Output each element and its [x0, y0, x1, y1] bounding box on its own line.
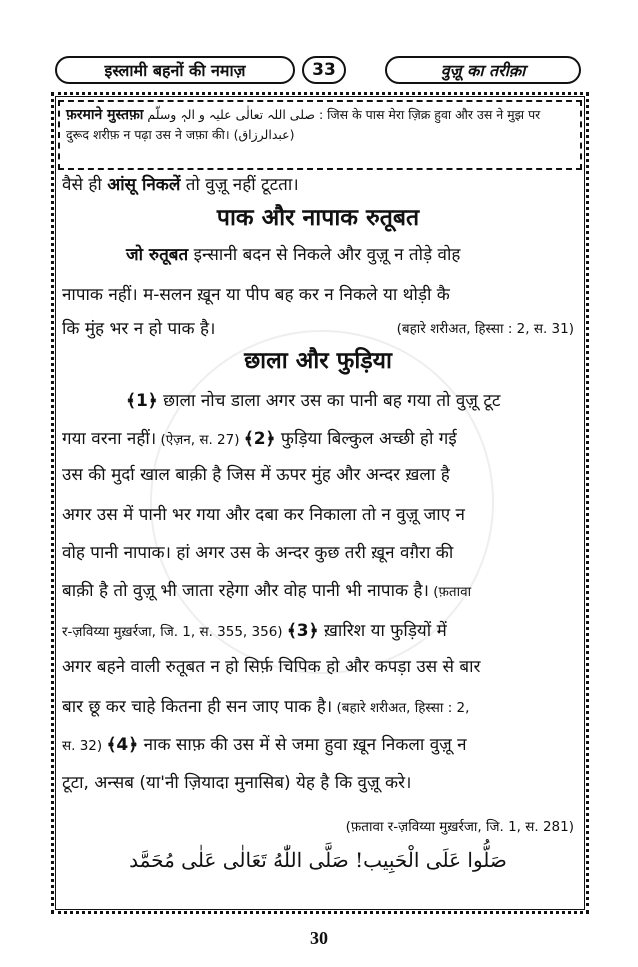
- text-span: कि मुंह भर न हो पाक है।: [62, 319, 216, 339]
- reference: र-ज़विय्या मुख़र्रजा, जि. 1, स. 355, 356): [62, 624, 287, 640]
- text-line: [62, 732, 574, 759]
- text-span: बार छू कर चाहे कितना ही सन जाए पाक है।: [62, 697, 333, 717]
- text-span: बाक़ी है तो वुज़ू भी जाता रहेगा और वोह पानी भी नापाक है।: [62, 581, 429, 601]
- reference-line: (फ़तावा र-ज़विय्या मुख़र्रजा, जि. 1, स. 281): [345, 819, 574, 835]
- text-span: फुड़िया बिल्कुल अच्छी हो गई: [275, 429, 457, 449]
- item-number: ﴾4﴿: [106, 735, 139, 755]
- text-line: वोह पानी नापाक। हां अगर उस के अन्दर कुछ तरी ख़ून वग़ैरा की: [62, 543, 454, 563]
- banner-text-1: : जिस के पास मेरा ज़िक्र हुवा और उस ने मुझ पर: [318, 107, 541, 122]
- text-line: उस की मुर्दा खाल बाक़ी है जिस में ऊपर मुंह और अन्दर ख़ला है: [62, 465, 450, 485]
- text-line: [62, 694, 574, 721]
- reference: (ऐज़न, स. 27): [156, 432, 244, 448]
- page-number-text: 33: [312, 60, 336, 80]
- text-line: [62, 172, 574, 198]
- text-line: [62, 242, 574, 268]
- banner-title: फ़रमाने मुस्तफ़ा: [66, 107, 144, 123]
- banner-source: (عبدالرزاق): [233, 127, 295, 142]
- text-span: तो वुज़ू नहीं टूटता।: [180, 175, 299, 195]
- text-span: ख़ारिश या फुड़ियों में: [318, 621, 447, 641]
- chapter-title-text: वुज़ू का तरीक़ा: [440, 61, 526, 80]
- text-line: अगर उस में पानी भर गया और दबा कर निकाला तो न वुज़ू जाए न: [62, 505, 465, 525]
- text-line: अगर बहने वाली रुतूबत न हो सिर्फ़ चिपिक हो और कपड़ा उस से बार: [62, 657, 481, 677]
- reference: (बहारे शरीअत, हिस्सा : 2, स. 31): [396, 321, 574, 337]
- banner-honorific: صلی اللہ تعالٰی علیہ و الہٖ وسلّم: [147, 107, 315, 122]
- page-footer-number: 30: [310, 928, 328, 948]
- text-span: इन्सानी बदन से निकले और वुज़ू न तोड़े वोह: [188, 245, 461, 265]
- reference: स. 32): [62, 738, 107, 754]
- text-bold: जो रुतूबत: [126, 245, 189, 265]
- salutation-calligraphy: صَلُّوا عَلَى الْحَبِيب! صَلَّى اللّٰهُ تَعَالٰى عَلٰى مُحَمَّد: [129, 848, 507, 872]
- page-number-header: [302, 56, 346, 84]
- text-span: वैसे ही: [62, 175, 108, 195]
- text-line: [62, 578, 574, 605]
- chapter-title-header: [385, 56, 581, 84]
- section-heading: पाक और नापाक रुतूबत: [216, 205, 420, 231]
- section-heading: छाला और फुड़िया: [244, 348, 392, 374]
- book-title-header: [55, 56, 295, 84]
- item-number: ﴾2﴿: [243, 429, 276, 449]
- reference: (बहारे शरीअत, हिस्सा : 2,: [332, 700, 470, 716]
- reference: (फ़तावा: [428, 584, 472, 600]
- banner-line-1: [66, 105, 574, 125]
- banner-line-2: [66, 125, 574, 145]
- text-line: नापाक नहीं। म-सलन ख़ून या पीप बह कर न निकले या थोड़ी कै: [62, 285, 450, 305]
- text-line: [62, 426, 574, 453]
- text-line: [62, 388, 574, 414]
- text-span: गया वरना नहीं।: [62, 429, 157, 449]
- text-span: छाला नोच डाला अगर उस का पानी बह गया तो वुज़ू टूट: [157, 391, 501, 411]
- text-line: [62, 618, 574, 645]
- text-line: टूटा, अन्सब (या'नी ज़ियादा मुनासिब) येह है कि वुज़ू करे।: [62, 773, 412, 793]
- item-number: ﴾3﴿: [286, 621, 319, 641]
- text-span: नाक साफ़ की उस में से जमा हुवा ख़ून निकला वुज़ू न: [138, 735, 467, 755]
- item-number: ﴾1﴿: [126, 391, 158, 411]
- text-bold: आंसू निकलें: [107, 175, 181, 195]
- banner-text-2: दुरूद शरीफ़ न पढ़ा उस ने जफ़ा की।: [66, 127, 230, 142]
- book-title-text: इस्लामी बहनों की नमाज़: [104, 61, 246, 80]
- text-line: [62, 316, 574, 342]
- hadith-banner: [58, 100, 582, 170]
